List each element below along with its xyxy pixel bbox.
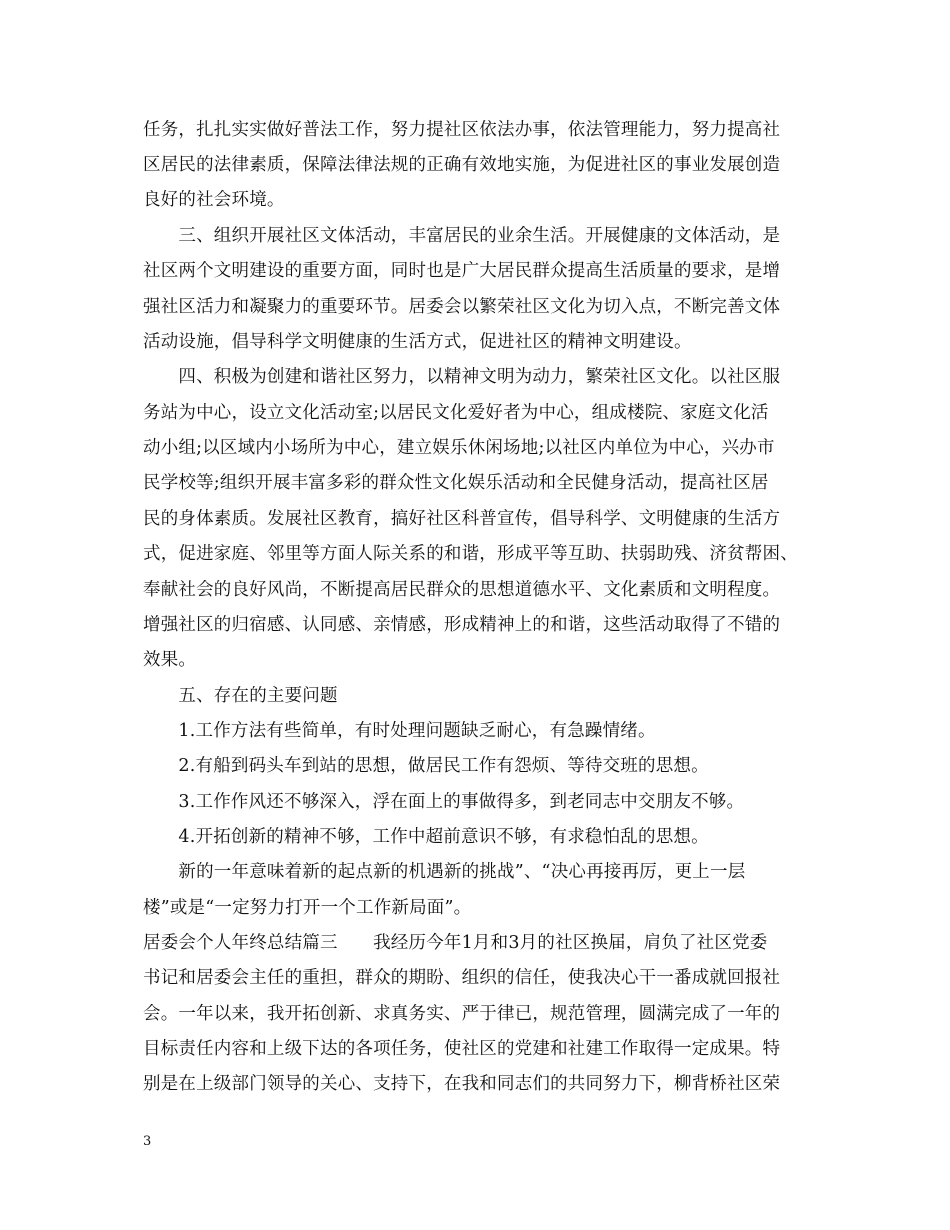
section-heading: 五、存在的主要问题 <box>143 686 338 706</box>
text-line: 新的一年意味着新的起点新的机遇新的挑战”、“决心再接再厉，更上一层 <box>143 862 746 882</box>
text-line: 民的身体素质。发展社区教育，搞好社区科普宣传，倡导科学、文明健康的生活方 <box>143 509 781 529</box>
list-item: 1.工作方法有些简单，有时处理问题缺乏耐心，有急躁情绪。 <box>143 721 656 741</box>
text-line: 书记和居委会主任的重担，群众的期盼、组织的信任，使我决心干一番成就回报社 <box>143 968 781 988</box>
list-item: 4.开拓创新的精神不够，工作中超前意识不够，有求稳怕乱的思想。 <box>143 827 709 847</box>
text-line: 动小组;以区域内小场所为中心，建立娱乐休闲场地;以社区内单位为中心，兴办市 <box>143 438 775 458</box>
text-line: 强社区活力和凝聚力的重要环节。居委会以繁荣社区文化为切入点，不断完善文体 <box>143 297 781 317</box>
text-line: 区居民的法律素质，保障法律法规的正确有效地实施，为促进社区的事业发展创造 <box>143 155 781 175</box>
text-line: 社区两个文明建设的重要方面，同时也是广大居民群众提高生活质量的要求，是增 <box>143 261 781 281</box>
text-line: 活动设施，倡导科学文明健康的生活方式，促进社区的精神文明建设。 <box>143 332 692 352</box>
text-line: 良好的社会环境。 <box>143 190 285 210</box>
text-line: 式，促进家庭、邻里等方面人际关系的和谐，形成平等互助、扶弱助残、济贫帮困、 <box>143 544 798 564</box>
text-line: 任务，扎扎实实做好普法工作，努力提社区依法办事，依法管理能力，努力提高社 <box>143 120 781 140</box>
text-line: 务站为中心，设立文化活动室;以居民文化爱好者为中心，组成楼院、家庭文化活 <box>143 403 769 423</box>
text-line: 奉献社会的良好风尚，不断提高居民群众的思想道德水平、文化素质和文明程度。 <box>143 580 781 600</box>
text-line: 楼”或是“一定努力打开一个工作新局面”。 <box>143 898 472 918</box>
text-line: 四、积极为创建和谐社区努力，以精神文明为动力，繁荣社区文化。以社区服 <box>143 367 781 387</box>
text-line: 居委会个人年终总结篇三 我经历今年1月和3月的社区换届，肩负了社区党委 <box>143 933 768 953</box>
text-line: 民学校等;组织开展丰富多彩的群众性文化娱乐活动和全民健身活动，提高社区居 <box>143 473 769 493</box>
page-number: 3 <box>143 1134 152 1149</box>
list-item: 2.有船到码头车到站的思想，做居民工作有怨烦、等待交班的思想。 <box>143 756 709 776</box>
text-line: 别是在上级部门领导的关心、支持下，在我和同志们的共同努力下，柳背桥社区荣 <box>143 1074 781 1094</box>
list-item: 3.工作作风还不够深入，浮在面上的事做得多，到老同志中交朋友不够。 <box>143 792 745 812</box>
text-line: 三、组织开展社区文体活动，丰富居民的业余生活。开展健康的文体活动，是 <box>143 226 781 246</box>
text-line: 效果。 <box>143 650 197 670</box>
text-line: 会。一年以来，我开拓创新、求真务实、严于律已，规范管理，圆满完成了一年的 <box>143 1004 781 1024</box>
text-line: 增强社区的归宿感、认同感、亲情感，形成精神上的和谐，这些活动取得了不错的 <box>143 615 781 635</box>
text-line: 目标责任内容和上级下达的各项任务，使社区的党建和社建工作取得一定成果。特 <box>143 1039 781 1059</box>
